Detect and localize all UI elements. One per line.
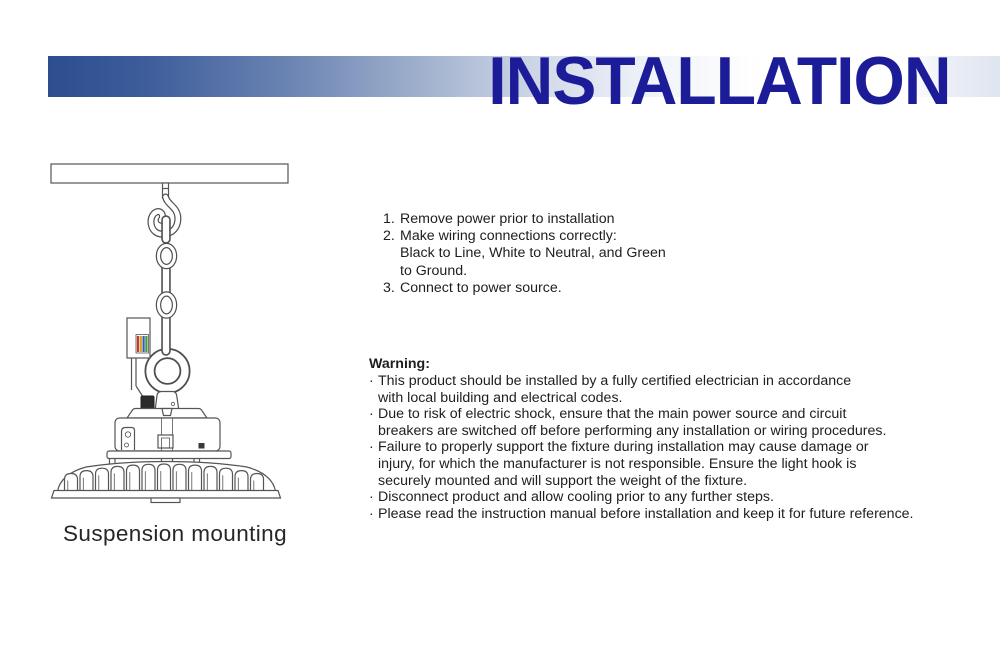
step-lines: Remove power prior to installation [400, 211, 615, 227]
warning-item [369, 373, 914, 406]
step-number: 1. [383, 211, 395, 227]
step-lines: Connect to power source. [400, 279, 562, 296]
warning-lines: This product should be installed by a fully certified electrician in accordance with local building and electrical codes. [378, 373, 852, 406]
cable-connector [141, 396, 154, 409]
step-number: 3. [383, 279, 395, 296]
installation-steps [383, 211, 666, 297]
warning-lines: Failure to properly support the fixture during installation may cause damage or injury, for which the manufacturer is not responsible. Ensure the light hook is securely mounted and will support the weight of the fixture. [378, 439, 869, 489]
eye-ring [150, 354, 185, 389]
fixture-rim [52, 491, 281, 503]
bullet: · [369, 489, 374, 506]
step-lines: Make wiring connections correctly: Black to Line, White to Neutral, and Green to Ground. [400, 228, 666, 279]
ceiling-beam [51, 164, 288, 183]
step-3 [383, 280, 666, 297]
warning-section [369, 356, 914, 522]
diagram-caption: Suspension mounting [63, 521, 287, 546]
bullet: · [369, 439, 374, 456]
driver-port [199, 443, 205, 449]
warning-item [369, 506, 914, 523]
step-1 [383, 211, 666, 228]
driver-top-plate [127, 409, 207, 419]
warning-item [369, 489, 914, 506]
bullet: · [369, 505, 374, 522]
warning-lines: Disconnect product and allow cooling prior to any further steps. [378, 489, 774, 506]
heatsink-fins [58, 462, 276, 492]
bullet: · [369, 373, 374, 389]
chain [159, 220, 175, 351]
warning-lines: Due to risk of electric shock, ensure that the main power source and circuit breakers are switched off before performing any installation or wiring procedures. [378, 406, 887, 439]
driver-box [115, 418, 220, 451]
step-2 [383, 228, 666, 280]
warning-lines: Please read the instruction manual before installation and keep it for future reference. [378, 505, 914, 522]
step-number: 2. [383, 228, 395, 245]
bullet: · [369, 406, 374, 423]
warning-item [369, 406, 914, 439]
junction-box [127, 318, 150, 396]
warning-item [369, 439, 914, 489]
suspension-mounting-diagram [30, 150, 330, 515]
warning-heading: Warning: [369, 356, 430, 372]
page-title: INSTALLATION [488, 43, 951, 119]
side-bracket [122, 428, 135, 451]
